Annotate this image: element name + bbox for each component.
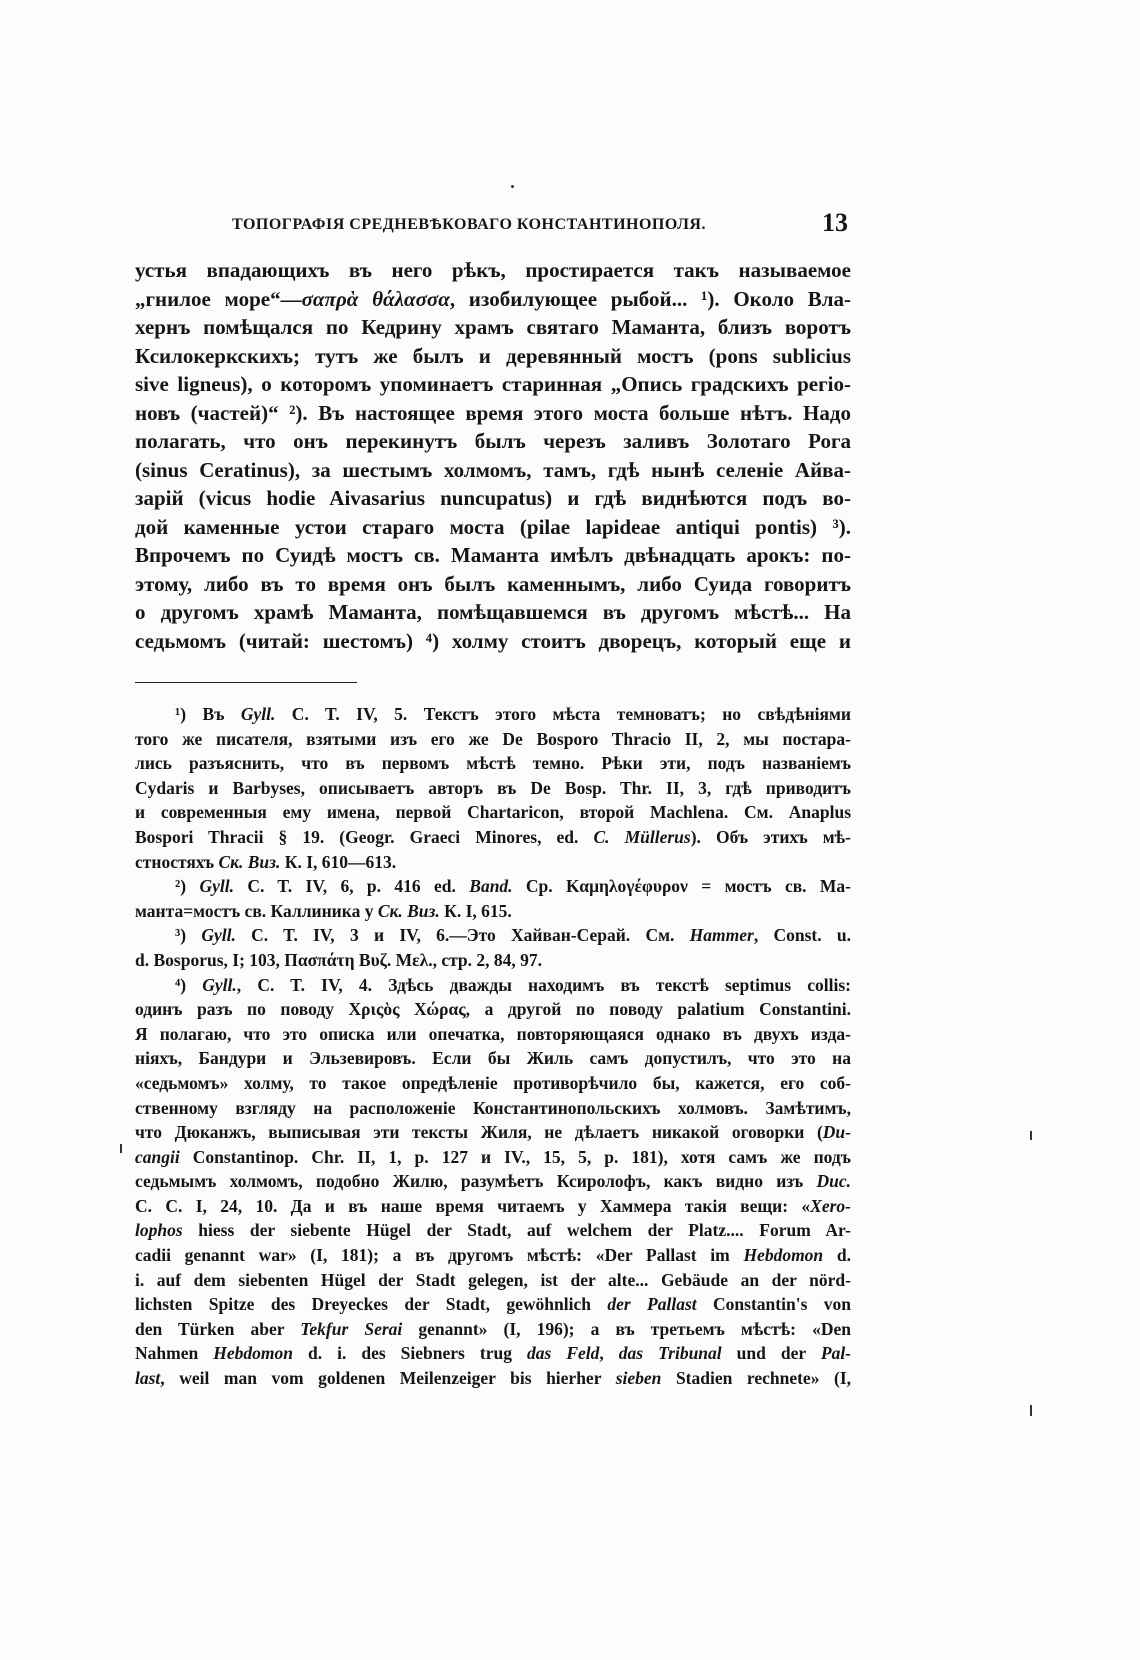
italic-text-run: Ск. Виз. — [218, 851, 281, 872]
italic-text-run: Du- — [822, 1122, 851, 1143]
footnote-line — [135, 1341, 851, 1366]
footnote-line: d. Bosporus, I; 103, Πασπάτη Βυζ. Μελ., стр. 2, 84, 97. — [135, 949, 543, 970]
body-line: устья впадающихъ въ него рѣкъ, простирается такъ называемое — [135, 258, 851, 282]
footnote-line — [135, 1145, 851, 1170]
footnote-line: того же писателя, взятыми изъ его же De Bosporo Thracio II, 2, мы постара- — [135, 728, 851, 749]
body-line: Ксилокеркскихъ; тутъ же былъ и деревянный мостъ (pons sublicius — [135, 343, 851, 368]
footnote-line — [135, 923, 851, 948]
text-run: ¹) Въ — [175, 704, 241, 724]
text-run: C. T. IV, 5. Текстъ этого мѣста темноватъ; но свѣдѣніями — [275, 704, 851, 724]
italic-text-run: Hebdomon — [213, 1343, 293, 1364]
body-line: новъ (частей)“ ²). Въ настоящее время этого моста больше нѣтъ. Надо — [135, 400, 851, 425]
text-run: „гнилое море“— — [135, 286, 302, 311]
scan-speck — [511, 185, 514, 188]
scan-speck — [1030, 1405, 1032, 1416]
italic-text-run: das Feld — [526, 1343, 600, 1364]
italic-text-run: der Pallast — [607, 1294, 697, 1315]
text-run: К. I, 615. — [439, 900, 512, 921]
footnote-line — [135, 1218, 851, 1243]
text-run: ²) — [175, 876, 200, 897]
text-run: Ср. Καμηλογέφυρον = мостъ св. Ма- — [512, 876, 851, 897]
text-run: genannt» (I, 196); а въ третьемъ мѣстѣ: «Den — [402, 1318, 851, 1339]
text-run: C. T. IV, 3 и IV, 6.—Это Хайван-Серай. См. — [235, 925, 690, 946]
text-run: , C. T. IV, 4. Здѣсь дважды находимъ въ текстѣ septimus collis: — [236, 974, 851, 995]
italic-text-run: Tekfur Serai — [300, 1318, 403, 1339]
text-run: манта=мостъ св. Каллиника у — [135, 900, 378, 921]
footnote-line — [135, 874, 851, 899]
footnote-line: «седьмомъ» холму, то такое опредѣленіе противорѣчило бы, кажется, его соб- — [135, 1072, 851, 1093]
text-run: , изобилующее рыбой... ¹). Около Вла- — [449, 286, 851, 311]
footnote-line — [135, 850, 851, 875]
text-run: , weil man vom goldenen Meilenzeiger bis hierher — [160, 1368, 616, 1389]
text-run: К. I, 610—613. — [280, 851, 397, 872]
body-line: седьмомъ (читай: шестомъ) ⁴) холму стоитъ дворецъ, который еще и — [135, 628, 851, 653]
text-run: cadii genannt war» (I, 181); а въ другомъ мѣстѣ: «Der Pallast im — [135, 1245, 744, 1266]
italic-text-run: Gyll. — [202, 974, 237, 995]
footnote-line — [135, 1366, 851, 1391]
footnote-line — [135, 1194, 851, 1219]
footnote-line — [135, 1292, 851, 1317]
text-run: Nahmen — [135, 1343, 214, 1364]
italic-text-run: Ск. Виз. — [377, 900, 440, 921]
text-run: C. C. I, 24, 10. Да и въ наше время читаемъ у Хаммера такія вещи: « — [135, 1195, 811, 1216]
italic-text-run: Pal- — [820, 1343, 851, 1364]
footnote-line — [135, 973, 851, 998]
italic-text-run: C. Müllerus — [593, 826, 691, 847]
italic-text-run: lophos — [135, 1220, 183, 1241]
scan-speck — [1030, 1131, 1032, 1140]
footnote-line: Cydaris и Barbyses, описываетъ авторъ въ De Bosp. Thr. II, 3, гдѣ приводитъ — [135, 777, 851, 798]
italic-text-run: cangii — [135, 1146, 180, 1167]
footnote-line: ніяхъ, Бандури и Эльзевировъ. Если бы Жиль самъ допустилъ, что это на — [135, 1048, 851, 1069]
body-line: зарій (vicus hodie Aivasarius nuncupatus) и гдѣ виднѣются подъ во- — [135, 486, 851, 510]
text-run: ⁴) — [175, 974, 203, 995]
italic-text-run: σαπρὰ θάλασσα — [301, 286, 450, 311]
body-line: sive ligneus), о которомъ упоминаетъ старинная „Опись градскихъ регіо- — [135, 372, 851, 396]
italic-text-run: Band. — [469, 876, 513, 897]
footnote-4 — [135, 973, 851, 1391]
footnotes — [135, 702, 851, 1391]
footnote-line — [135, 1317, 851, 1342]
body-line — [135, 285, 851, 314]
text-run: Bospori Thracii § 19. (Geogr. Graeci Minores, ed. — [135, 826, 594, 847]
footnote-line — [135, 1120, 851, 1145]
text-run: den Türken aber — [135, 1318, 301, 1339]
body-line: дой каменные устои стараго моста (pilae lapideae antiqui pontis) ³). — [135, 514, 851, 539]
footnote-line — [135, 825, 851, 850]
italic-text-run: sieben — [615, 1368, 662, 1389]
body-line: хернъ помѣщался по Кедрину храмъ святаго Маманта, близъ воротъ — [135, 315, 851, 339]
main-text-body — [135, 256, 851, 655]
running-title: ТОПОГРАФІЯ СРЕДНЕВѢКОВАГО КОНСТАНТИНОПОЛЯ. — [232, 216, 706, 233]
footnote-separator-rule — [135, 682, 357, 683]
text-run: что Дюканжъ, выписывая эти тексты Жиля, не дѣлаетъ никакой оговорки ( — [135, 1122, 823, 1143]
footnote-line: ственному взгляду на расположеніе Константинопольскихъ холмовъ. Замѣтимъ, — [135, 1097, 851, 1118]
italic-text-run: Duc. — [816, 1171, 851, 1192]
footnote-line — [135, 1243, 851, 1268]
italic-text-run: Hammer — [689, 925, 754, 946]
text-run: und der — [721, 1343, 821, 1364]
footnote-2 — [135, 874, 851, 923]
text-run: d. — [823, 1245, 851, 1266]
scan-speck — [120, 1144, 122, 1153]
italic-text-run: last — [135, 1368, 161, 1389]
body-line: (sinus Ceratinus), за шестымъ холмомъ, тамъ, гдѣ нынѣ селеніе Айва- — [135, 457, 851, 482]
text-run: Constantinop. Chr. II, 1, p. 127 и IV., 15, 5, p. 181), хотя самъ же подъ — [179, 1146, 851, 1167]
text-run: стностяхъ — [135, 851, 219, 872]
text-run: C. T. IV, 6, p. 416 ed. — [233, 876, 470, 897]
text-run: Stadien rechnete» (I, — [661, 1368, 851, 1389]
footnote-line: одинъ разъ по поводу Χριςὸς Χώρας, а другой по поводу palatium Constantini. — [135, 999, 851, 1020]
text-run: Constantin's von — [696, 1294, 851, 1315]
footnote-1 — [135, 702, 851, 874]
text-run: ³) — [175, 925, 202, 946]
text-run: ). Объ этихъ мѣ- — [690, 826, 851, 847]
text-run: d. i. des Siebners trug — [292, 1343, 527, 1364]
italic-text-run: Gyll. — [201, 925, 236, 946]
footnote-line: лись разъяснить, что въ первомъ мѣстѣ темно. Рѣки эти, подъ названіемъ — [135, 753, 851, 774]
body-line: полагать, что онъ перекинутъ былъ черезъ заливъ Золотаго Рога — [135, 429, 851, 453]
italic-text-run: Gyll. — [240, 704, 276, 724]
text-run: hiess der siebente Hügel der Stadt, auf welchem der Platz.... Forum Ar- — [182, 1220, 851, 1241]
footnote-line — [135, 702, 851, 727]
body-line: о другомъ храмѣ Маманта, помѣщавшемся въ другомъ мѣстѣ... На — [135, 600, 851, 624]
footnote-3 — [135, 923, 851, 972]
body-line: Впрочемъ по Суидѣ мостъ св. Маманта имѣлъ двѣнадцать арокъ: по- — [135, 543, 851, 567]
text-run: lichsten Spitze des Dreyeckes der Stadt, gewöhnlich — [135, 1294, 608, 1315]
italic-text-run: Xero- — [810, 1195, 851, 1216]
text-run: , — [599, 1343, 619, 1364]
italic-text-run: das Tribunal — [618, 1343, 722, 1364]
page-number: 13 — [822, 208, 848, 237]
footnote-line: и современныя ему имена, первой Chartaricon, второй Machlena. См. Anaplus — [135, 802, 851, 823]
footnote-line — [135, 899, 851, 924]
footnote-line: Я полагаю, что это описка или опечатка, повторяющаяся однако въ двухъ изда- — [135, 1023, 851, 1044]
italic-text-run: Gyll. — [199, 876, 234, 897]
footnote-line — [135, 1169, 851, 1194]
italic-text-run: Hebdomon — [743, 1245, 824, 1266]
running-head — [135, 208, 851, 238]
text-run: седьмымъ холмомъ, подобно Жилю, разумѣетъ Ксиролофъ, какъ видно изъ — [135, 1171, 817, 1192]
body-line: этому, либо въ то время онъ былъ каменнымъ, либо Суида говоритъ — [135, 571, 851, 596]
text-run: , Const. u. — [753, 925, 851, 946]
footnote-line: i. auf dem siebenten Hügel der Stadt gelegen, ist der alte... Gebäude an der nörd- — [135, 1269, 851, 1290]
